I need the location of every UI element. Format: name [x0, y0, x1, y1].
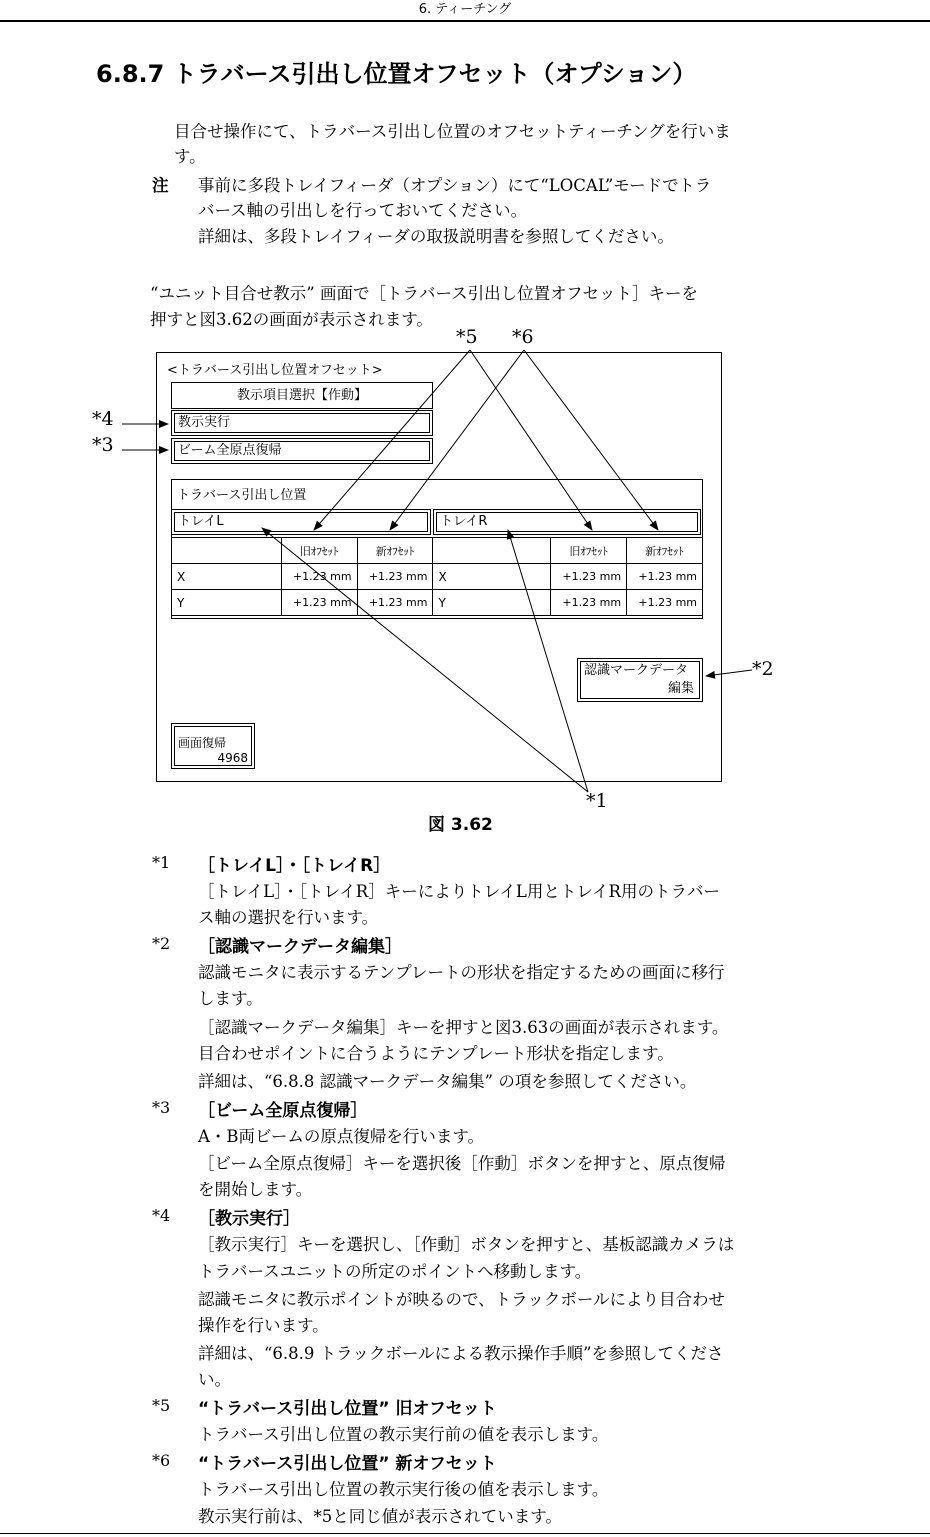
item-text: トラバース引出し位置の教示実行前の値を表示します。	[198, 1425, 609, 1444]
value-cell: +1.23 mm	[281, 564, 357, 590]
offset-table	[171, 537, 703, 616]
item-text: を開始します。	[198, 1180, 313, 1199]
axis-label: Y	[172, 590, 282, 616]
col-new-l: 新ｵﾌｾｯﾄ	[357, 538, 433, 564]
tray-r-button[interactable]: トレイR	[433, 509, 701, 535]
item-text: 教示実行前は、*5と同じ値が表示されています。	[198, 1507, 562, 1526]
item-text: 操作を行います。	[198, 1316, 329, 1335]
item-text: 目合わせポイントに合うようにテンプレート形状を指定します。	[198, 1044, 674, 1063]
item-heading: ［認識マークデータ編集］	[198, 937, 402, 957]
item-text: 詳細は、“6.8.8 認識マークデータ編集” の項を参照してください。	[198, 1072, 697, 1091]
section-title: 6.8.7 トラバース引出し位置オフセット（オプション）	[96, 60, 697, 88]
callout-2: *2	[752, 658, 774, 680]
value-cell: +1.23 mm	[627, 590, 703, 616]
item-heading: ［教示実行］	[198, 1209, 300, 1229]
footer-rule	[0, 1533, 930, 1534]
intro-line-1: 目合せ操作にて、トラバース引出し位置のオフセットティーチングを行いま	[174, 122, 731, 141]
item-text: トラバース引出し位置の教示実行後の値を表示します。	[198, 1480, 609, 1499]
note-line-3: 詳細は、多段トレイフィーダの取扱説明書を参照してください。	[198, 227, 674, 246]
item-text: ［ビーム全原点復帰］キーを選択後［作動］ボタンを押すと、原点復帰	[198, 1154, 726, 1173]
lead-line-2: 押すと図3.62の画面が表示されます。	[150, 310, 433, 329]
callout-1: *1	[586, 790, 608, 812]
traverse-title: トラバース引出し位置	[177, 488, 307, 503]
value-cell: +1.23 mm	[357, 590, 433, 616]
col-new-r: 新ｵﾌｾｯﾄ	[627, 538, 703, 564]
value-cell: +1.23 mm	[551, 590, 627, 616]
item-number: *3	[152, 1098, 171, 1117]
beam-home-button[interactable]: ビーム全原点復帰	[171, 438, 433, 464]
callout-4: *4	[92, 408, 114, 430]
item-text: 認識モニタに教示ポイントが映るので、トラックボールにより目合わせ	[198, 1290, 726, 1309]
screen-title: <トラバース引出し位置オフセット>	[167, 363, 383, 378]
value-cell: +1.23 mm	[551, 564, 627, 590]
item-text: A・B両ビームの原点復帰を行います。	[198, 1127, 485, 1146]
item-text: ［教示実行］キーを選択し、［作動］ボタンを押すと、基板認識カメラは	[198, 1235, 735, 1254]
col-old-l: 旧ｵﾌｾｯﾄ	[281, 538, 357, 564]
item-text: 認識モニタに表示するテンプレートの形状を指定するための画面に移行	[198, 963, 725, 982]
axis-label: X	[433, 564, 551, 590]
item-number: *5	[152, 1396, 171, 1415]
screen-figure	[156, 352, 722, 782]
callout-3: *3	[92, 434, 114, 456]
note-line-1: 事前に多段トレイフィーダ（オプション）にて“LOCAL”モードでトラ	[198, 176, 712, 195]
item-text: トラバースユニットの所定のポイントへ移動します。	[198, 1262, 592, 1281]
item-number: *1	[152, 853, 171, 872]
intro-line-2: す。	[174, 147, 206, 166]
item-text: い。	[198, 1370, 231, 1389]
value-cell: +1.23 mm	[357, 564, 433, 590]
table-row	[172, 590, 703, 616]
mark-button-line-2: 編集	[667, 681, 694, 696]
running-header: 6. ティーチング	[418, 2, 512, 17]
item-heading: ［ビーム全原点復帰］	[198, 1101, 368, 1121]
select-header: 教示項目選択【作動】	[171, 382, 433, 409]
item-number: *2	[152, 934, 171, 953]
value-cell: +1.23 mm	[281, 590, 357, 616]
axis-label: X	[172, 564, 282, 590]
table-row	[172, 564, 703, 590]
item-text: ス軸の選択を行います。	[198, 908, 379, 927]
item-number: *4	[152, 1206, 171, 1225]
item-heading: ［トレイL］・［トレイR］	[198, 856, 391, 876]
mark-button-line-1: 認識マークデータ	[584, 663, 689, 678]
item-text: ［認識マークデータ編集］キーを押すと図3.63の画面が表示されます。	[198, 1018, 729, 1037]
teach-execute-button[interactable]: 教示実行	[171, 410, 433, 436]
value-cell: +1.23 mm	[627, 564, 703, 590]
lead-line-1: “ユニット目合せ教示” 画面で［トラバース引出し位置オフセット］キーを	[150, 284, 698, 303]
note-label: 注	[152, 176, 169, 195]
restore-button-line-2: 4968	[217, 751, 248, 765]
table-header-row	[172, 538, 703, 564]
header-rule	[0, 20, 930, 22]
callout-6: *6	[512, 326, 534, 348]
item-text: します。	[198, 989, 263, 1008]
figure-caption: 図 3.62	[428, 815, 493, 835]
item-text: ［トレイL］・［トレイR］キーによりトレイL用とトレイR用のトラバー	[198, 882, 720, 901]
restore-button-line-1: 画面復帰	[178, 736, 227, 750]
callout-5: *5	[456, 326, 478, 348]
tray-l-button[interactable]: トレイL	[171, 509, 431, 535]
item-number: *6	[152, 1451, 171, 1470]
item-text: 詳細は、“6.8.9 トラックボールによる教示操作手順”を参照してくださ	[198, 1344, 724, 1363]
mark-data-edit-button[interactable]	[577, 658, 703, 702]
screen-restore-button[interactable]	[171, 723, 255, 769]
note-line-2: バース軸の引出しを行っておいてください。	[198, 201, 528, 220]
col-old-r: 旧ｵﾌｾｯﾄ	[551, 538, 627, 564]
axis-label: Y	[433, 590, 551, 616]
item-heading: “トラバース引出し位置” 旧オフセット	[198, 1399, 497, 1419]
item-heading: “トラバース引出し位置” 新オフセット	[198, 1454, 497, 1474]
